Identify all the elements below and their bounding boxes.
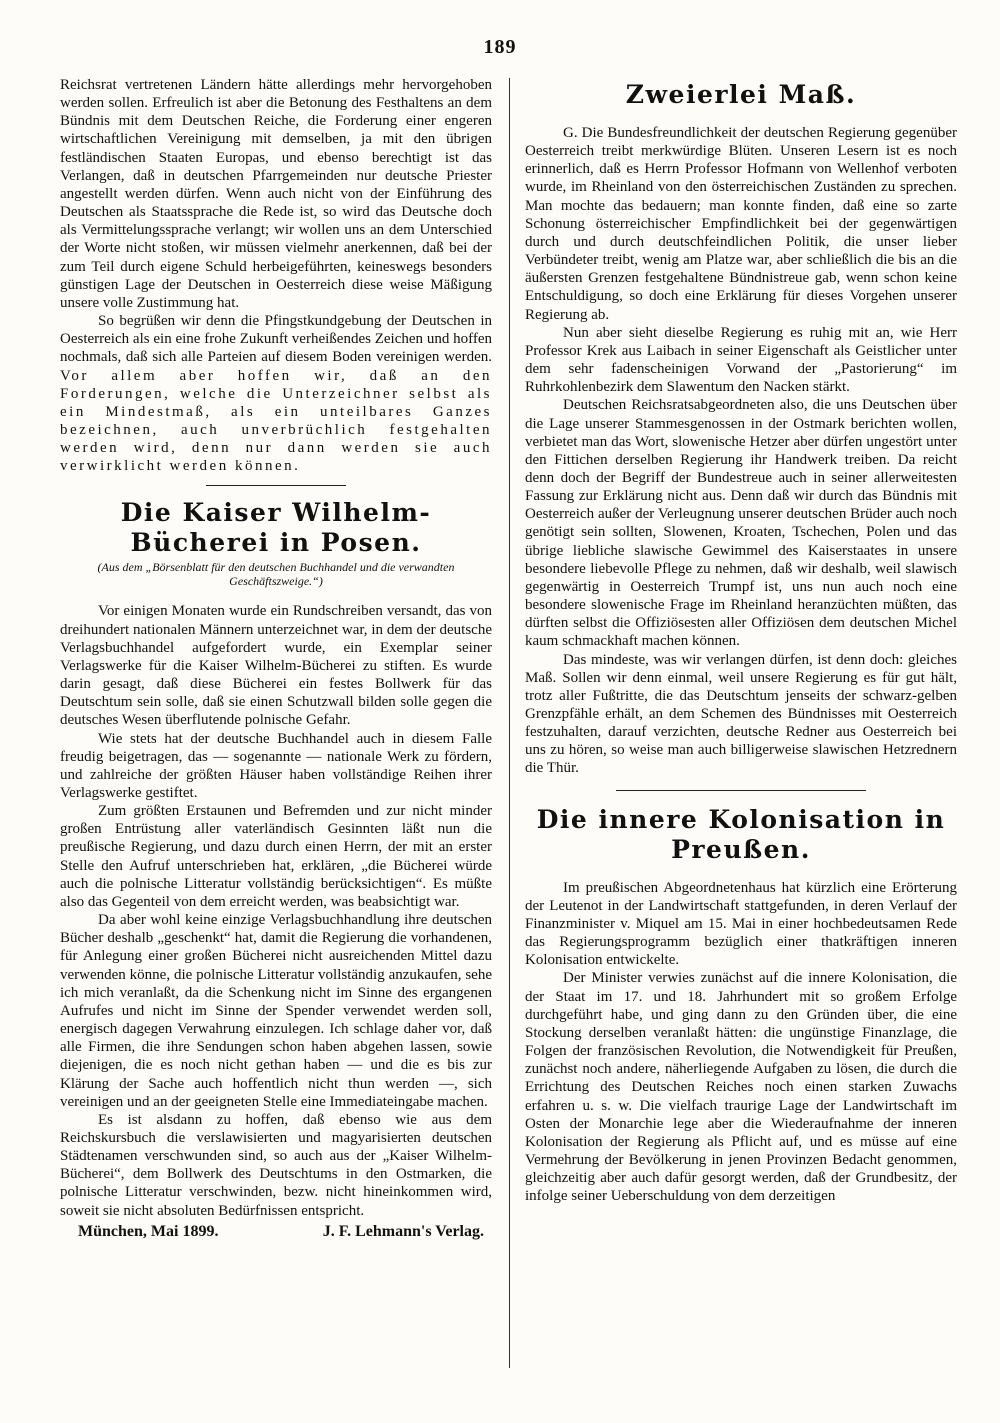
paragraph: Nun aber sieht dieselbe Regierung es ruhig mit an, wie Herr Professor Krek aus Laibach in seiner Eigenschaft als Geistlicher unter dem sehr fadenscheinigen Vorwand der „Pastorierung“ im Ruhrkohlenbezirk dem Slawentum den Nacken stärkt. [525,324,957,396]
section-rule [206,485,346,486]
article-heading: Zweierlei Maß. [625,80,857,109]
left-column [60,76,492,1241]
paragraph-text: So begrüßen wir denn die Pfingstkundgebung der Deutschen in Oesterreich als ein eine frohe Zukunft verheißendes Zeichen und hoffen nochmals, daß sich alle Parteien auf diesem Boden vereinigen werden. [60,313,492,366]
paragraph: Es ist alsdann zu hoffen, daß ebenso wie aus dem Reichskursbuch die verslawisierten und magyarisierten deutschen Städtenamen verschwunden sind, so auch aus der „Kaiser Wilhelm-Bücherei“, dem Bollwerk des Deutschtums in den Ostmarken, die polnische Litteratur verschwinden, bezw. nicht hineinkommen wird, soweit sie nicht absoluten Bedürfnissen entspricht. [60,1111,492,1219]
paragraph [60,312,492,475]
section-rule [616,790,866,791]
paragraph: Im preußischen Abgeordnetenhaus hat kürzlich eine Erörterung der Leutenot in der Landwirtschaft stattgefunden, in deren Verlauf der Finanzminister v. Miquel am 15. Mai in einer hochbedeutsamen Rede das Regierungsprogramm bezüglich einer thatkräftigen inneren Kolonisation entwickelte. [525,879,957,969]
paragraph: Das mindeste, was wir verlangen dürfen, ist denn doch: gleiches Maß. Sollen wir denn einmal, weil unsere Regierung es für gut hält, trotz aller Fußtritte, die das Deutschtum jenseits der schwarz-gelben Grenzpfähle erhält, an dem Schemen des Bündnisses mit Oesterreich festzuhalten, darauf verzichten, deutsche Redner aus Oesterreich bei uns zu hören, so weise man auch billigerweise slawischen Hetzrednern die Thür. [525,651,957,777]
paragraph: Reichsrat vertretenen Ländern hätte allerdings mehr hervorgehoben werden sollen. Erfreulich ist aber die Betonung des Festhaltens an dem Bündnis mit dem Deutschen Reiche, die Forderung einer engeren wirtschaftlichen Vereinigung mit demselben, ja mit den übrigen festländischen Staaten Europas, und ebenso berechtigt ist das Verlangen, daß in deutschen Pfarrgemeinden nur deutsche Priester angestellt werden dürfen. Wenn auch nicht von der Einführung des Deutschen als Staatssprache die Rede ist, so wird das Deutsche doch als Vermittelungssprache verlangt; wir wollen uns an dem Unterschied der Worte nicht stoßen, wir müssen vielmehr anerkennen, daß bei der zum Teil durch eigene Schuld herbeigeführten, keineswegs besonders günstigen Lage der Deutschen in Oesterreich diese weise Mäßigung unsere volle Zustimmung hat. [60,77,492,311]
column-divider [509,78,510,1368]
right-column [525,80,957,1205]
article-heading: Die Kaiser Wilhelm-Bücherei in Posen. [120,498,432,558]
signature-place-date: München, Mai 1899. [78,1222,219,1240]
article-heading: Die innere Kolonisation in Preußen. [536,804,946,864]
paragraph: Zum größten Erstaunen und Befremden und zur nicht minder großen Entrüstung aller vaterländisch Gesinnten läßt nun die preußische Regierung, und dazu durch einen Herrn, der mit an erster Stelle den Aufruf unterschrieben hat, erklären, „die Bücherei würde auch die polnische Litteratur vollständig berücksichtigen“. Es müßte also das Gegenteil von dem erreicht werden, was beabsichtigt war. [60,803,492,910]
page-number: 189 [483,36,517,58]
article-source-note: (Aus dem „Börsenblatt für den deutschen Buchhandel und die verwandten Geschäftszweige.“) [97,560,455,589]
paragraph: Wie stets hat der deutsche Buchhandel auch in diesem Falle freudig beigetragen, das — sogenannte — nationale Werk zu fördern, und zahlreiche der größten Häuser haben vollständige Reihen ihrer Verlagswerke gestiftet. [60,730,492,801]
signature-publisher: J. F. Lehmann's Verlag. [322,1222,484,1240]
paragraph: G. Die Bundesfreundlichkeit der deutschen Regierung gegenüber Oesterreich treibt merkwürdige Blüten. Unseren Lesern ist es noch erinnerlich, daß es Herrn Professor Hofmann von Wellenhof verboten wurde, im Rheinland von den österreichischen Zuständen zu sprechen. Man mochte das bedauern; man konnte finden, daß eine so zarte Schonung österreichischer Empfindlichkeit bei der gegenwärtigen durch und durch deutschfeindlichen Politik, die unser lieber Verbündeter treibt, wenig am Platze war, aber schließlich die bis an die äußersten Grenzen festgehaltene Bündnistreue gab, wenn schon keine Entschuldigung, so doch eine Erklärung für dieses Vorgehen unserer Regierung ab. [525,125,957,323]
paragraph: Deutschen Reichsratsabgeordneten also, die uns Deutschen über die Lage unserer Stammesgenossen in der Ostmark berichten wollen, verbietet man das Wort, slowenische Hetzer aber dürfen ungestört unter den Fittichen derselben Regierung ihr Handwerk treiben. Da reicht denn doch der Begriff der Bundestreue auch in seiner allerweitesten Fassung zur Erklärung nicht aus. Denn daß wir durch das Bündnis mit Oesterreich außer der Verleugnung unserer deutschen Brüder auch noch genötigt sein sollten, Slowenen, Kroaten, Tschechen, Polen und das übrige liebliche slawische Gewimmel des Kaiserstaates in unsere besondere liebevolle Pflege zu nehmen, daß wir deshalb, weil slawisch gegenwärtig in Oesterreich Trumpf ist, uns nun auch noch eine besondere slowenische Frage im Rheinland heranzüchten müßten, das dürften selbst die Offiziösesten aller Offiziösen dem deutschen Michel kaum schmackhaft machen können. [525,397,957,650]
paragraph: Der Minister verwies zunächst auf die innere Kolonisation, die der Staat im 17. und 18. Jahrhundert mit so großem Erfolge durchgeführt habe, und ging dann zu den Gründen über, die eine Stockung derselben veranlaßt hätten: die ungünstige Finanzlage, die Folgen der französischen Revolution, die Notwendigkeit für Preußen, zunächst noch andere, näherliegende Aufgaben zu lösen, die durch die Errichtung des Deutschen Reiches noch einen starken Zuwachs erfahren u. s. w. Die vielfach traurige Lage der Landwirtschaft im Osten der Monarchie lege aber die Wiederaufnahme der inneren Kolonisation der Regierung als Pflicht auf, und es müsse auf eine Vermehrung der Bevölkerung in jenen Provinzen Bedacht genommen, gleichzeitig aber auch dafür gesorgt werden, daß der Grundbesitz, der infolge seiner Ueberschuldung von dem derzeitigen [525,970,957,1205]
paragraph: Vor einigen Monaten wurde ein Rundschreiben versandt, das von dreihundert nationalen Männern unterzeichnet war, in dem der deutsche Verlagsbuchhandel aufgefordert wurde, ein Exemplar seiner Verlagswerke für die Kaiser Wilhelm-Bücherei zu stiften. Es wurde darin gesagt, daß diese Bücherei ein festes Bollwerk für das Deutschtum sein solle, daß sie einen Schutzwall bilden solle gegen die deutsches Wesen überflutende polnische Gefahr. [60,603,492,729]
paragraph: Da aber wohl keine einzige Verlagsbuchhandlung ihre deutschen Bücher deshalb „geschenkt“ hat, damit die Regierung die vorhandenen, für Anlegung einer großen Bücherei nicht ausreichenden Mittel dazu verwenden könne, die polnische Litteratur vollständig anzukaufen, sehe ich mich veranlaßt, da die Schenkung nicht im Sinne des ergangenen Aufrufes und nicht im Sinne der Spender verwendet werden soll, energisch dagegen Verwahrung einzulegen. Ich schlage daher vor, daß alle Firmen, die ihre Sendungen schon haben abgehen lassen, sowie diejenigen, die es noch nicht gethan haben — und die es bis zur Klärung der Sache auch hoffentlich nicht thun werden —, sich vereinigen und an der geeigneten Stelle eine Immediateingabe machen. [60,912,492,1110]
emphasized-text: Vor allem aber hoffen wir, daß an den Forderungen, welche die Unterzeichner selbst als ein Mindestmaß, als ein unteilbares Ganzes bezeichnen, auch unverbrüchlich festgehalten werden wird, denn nur dann werden sie auch verwirklicht werden können. [60,367,492,475]
signature-line [60,1223,492,1241]
